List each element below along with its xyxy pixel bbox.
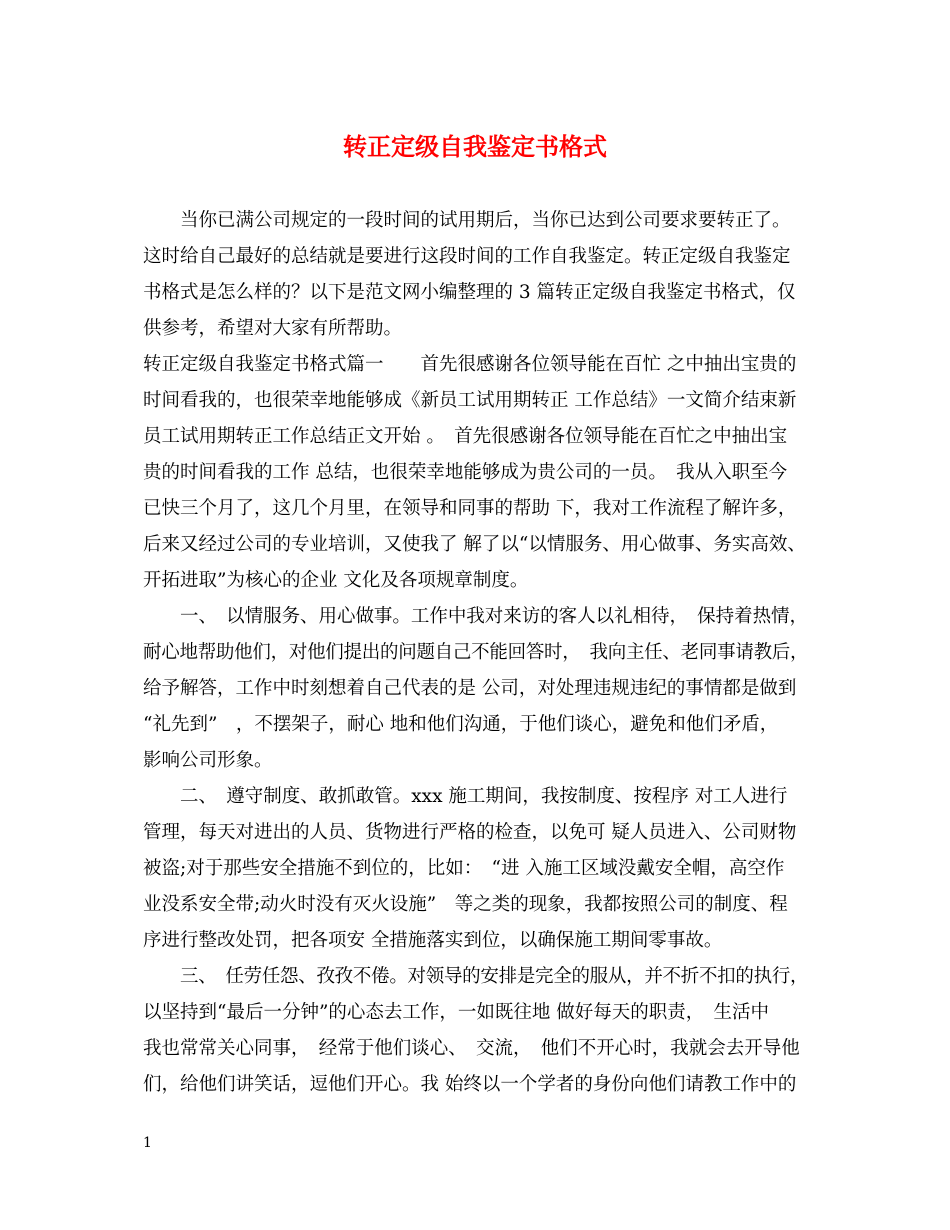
body-line: 三、 任劳任怨、孜孜不倦。对领导的安排是完全的服从，并不折不扣的执行，: [180, 966, 809, 987]
body-line: 一、 以情服务、用心做事。工作中我对来访的客人以礼相待， 保持着热情，: [180, 606, 809, 627]
body-line: 耐心地帮助他们，对他们提出的问题自己不能回答时， 我向主任、老同事请教后，: [143, 642, 809, 663]
body-line: 员工试用期转正工作总结正文开始 。 首先很感谢各位领导能在百忙之中抽出宝: [143, 426, 788, 447]
body-line: 供参考，希望对大家有所帮助。: [143, 318, 403, 339]
body-line: 已快三个月了，这几个月里，在领导和同事的帮助 下，我对工作流程了解许多，: [143, 498, 797, 519]
body-line: 当你已满公司规定的一段时间的试用期后，当你已达到公司要求要转正了。: [180, 210, 791, 231]
body-line: 我也常常关心同事， 经常于他们谈心、 交流， 他们不开心时，我就会去开导他: [143, 1038, 800, 1059]
body-line: 时间看我的，也很荣幸地能够成《新员工试用期转正 工作总结》一文简介结束新: [143, 390, 797, 411]
body-line: 书格式是怎么样的？以下是范文网小编整理的 3 篇转正定级自我鉴定书格式，仅: [143, 282, 796, 303]
body-line: 开拓进取”为核心的企业 文化及各项规章制度。: [143, 570, 529, 591]
body-line: 影响公司形象。: [143, 750, 273, 771]
body-line: 被盗;对于那些安全措施不到位的，比如： “进 入施工区域没戴安全帽，高空作: [143, 858, 785, 879]
body-line: 二、 遵守制度、敢抓敢管。xxx 施工期间，我按制度、按程序 对工人进行: [180, 786, 788, 807]
body-line: 以坚持到“最后一分钟”的心态去工作，一如既往地 做好每天的职责， 生活中: [143, 1002, 770, 1023]
body-line: “礼先到” ，不摆架子，耐心 地和他们沟通，于他们谈心，避免和他们矛盾，: [143, 714, 779, 735]
body-line: 这时给自己最好的总结就是要进行这段时间的工作自我鉴定。转正定级自我鉴定: [143, 246, 791, 267]
body-line: 给予解答，工作中时刻想着自己代表的是 公司，对处理违规违纪的事情都是做到: [143, 678, 797, 699]
page-number: 1: [143, 1135, 152, 1151]
body-line: 管理，每天对进出的人员、货物进行严格的检查，以免可 疑人员进入、公司财物: [143, 822, 797, 843]
body-line: 后来又经过公司的专业培训，又使我了 解了以“以情服务、用心做事、务实高效、: [143, 534, 806, 555]
body-line: 业没系安全带;动火时没有灭火设施” 等之类的现象，我都按照公司的制度、程: [143, 894, 788, 915]
body-line: 们，给他们讲笑话，逗他们开心。我 始终以一个学者的身份向他们请教工作中的: [143, 1074, 797, 1095]
body-line: 贵的时间看我的工作 总结，也很荣幸地能够成为贵公司的一员。 我从入职至今: [143, 462, 788, 483]
body-line: 转正定级自我鉴定书格式篇一 首先很感谢各位领导能在百忙 之中抽出宝贵的: [143, 354, 797, 375]
body-line: 序进行整改处罚，把各项安 全措施落实到位，以确保施工期间零事故。: [143, 930, 723, 951]
document-title: 转正定级自我鉴定书格式: [343, 132, 607, 161]
